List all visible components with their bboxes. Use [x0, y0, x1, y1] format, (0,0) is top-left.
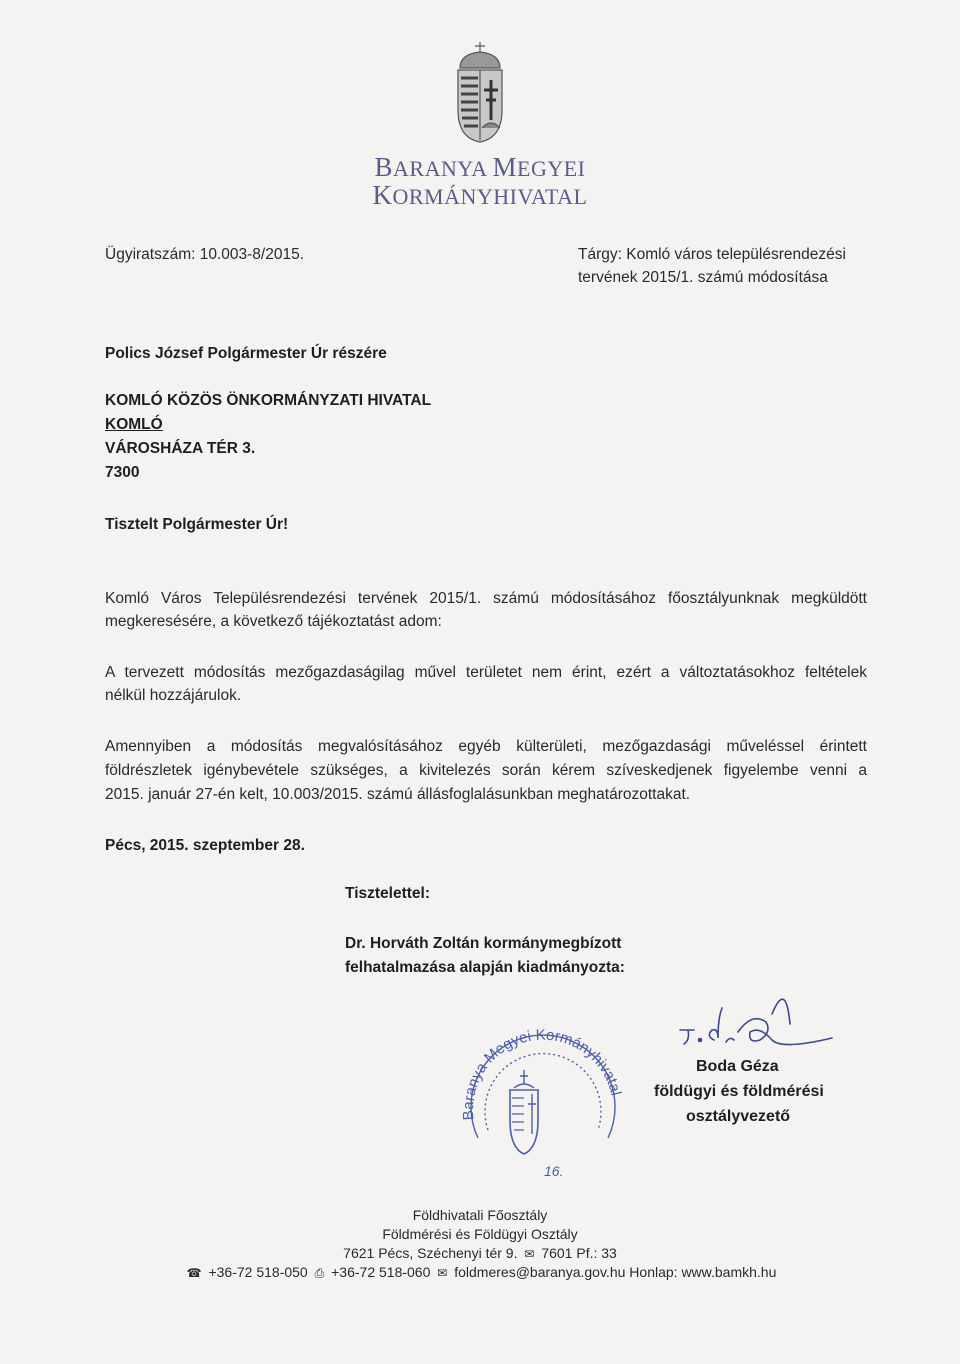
salutation: Tisztelt Polgármester Úr! [105, 516, 289, 533]
handwritten-signature [676, 984, 836, 1056]
footer-phone: +36-72 518-050 [208, 1264, 308, 1280]
recipient-zip: 7300 [105, 464, 140, 481]
recipient-city: KOMLÓ [105, 416, 163, 433]
paragraph-1-line2: megkeresésére, a következő tájékoztatást adom: [105, 613, 442, 630]
paragraph-3-line3: 2015. január 27-én kelt, 10.003/2015. számú állásfoglalásunkban meghatározottakat. [105, 786, 691, 803]
authorization-line1: Dr. Horváth Zoltán kormánymegbízott [345, 935, 622, 952]
footer-street: 7621 Pécs, Széchenyi tér 9. [343, 1245, 518, 1261]
footer-address [0, 1243, 960, 1264]
stamp-ring-text: Baranya Megyei Kormányhivatal [459, 1026, 625, 1121]
authorization-line2: felhatalmazása alapján kiadmányozta: [345, 959, 625, 976]
footer-division: Földmérési és Földügyi Osztály [382, 1226, 578, 1242]
paragraph-2-line2: nélkül hozzájárulok. [105, 687, 242, 704]
official-stamp [448, 1020, 638, 1200]
footer-department: Földhivatali Főosztály [412, 1207, 548, 1223]
footer-email: foldmeres@baranya.gov.hu [454, 1264, 626, 1280]
signatory-title-line1: földügyi és földmérési [654, 1083, 824, 1100]
paragraph-2-line1: A tervezett módosítás mezőgazdaságilag művel területet nem érint, ezért a változtatásokhoz feltételek [105, 664, 867, 681]
paragraph-3-line2: földrészletek igénybevétele szükséges, a kivitelezés során kérem szíveskedjenek figyelembe venni a [105, 762, 867, 779]
footer-po-box: 7601 Pf.: 33 [541, 1245, 617, 1261]
paragraph-1-line1: Komló Város Településrendezési tervének 2015/1. számú módosításához főosztályunknak megküldött [105, 590, 867, 607]
fax-icon: ⎙ [314, 1266, 325, 1280]
place-date: Pécs, 2015. szeptember 28. [105, 837, 305, 854]
signatory-name: Boda Géza [696, 1058, 779, 1075]
case-number: Ügyiratszám: 10.003-8/2015. [105, 246, 305, 263]
phone-icon: ☎ [186, 1266, 202, 1280]
signatory-title-line2: osztályvezető [686, 1108, 791, 1125]
stamp-number: 16. [544, 1163, 564, 1179]
paragraph-3-line1: Amennyiben a módosítás megvalósításához egyéb külterületi, mezőgazdasági műveléssel érintett [105, 738, 867, 755]
subject-line1: Tárgy: Komló város településrendezési [578, 246, 846, 263]
footer-contact [0, 1262, 960, 1283]
footer-web: Honlap: www.bamkh.hu [629, 1264, 777, 1280]
mailbox-icon: ✉ [524, 1247, 535, 1261]
office-name-line2: KORMÁNYHIVATAL [372, 180, 588, 210]
office-name-line1: BARANYA MEGYEI [374, 152, 586, 182]
recipient-name: Polics József Polgármester Úr részére [105, 345, 387, 362]
hungarian-coat-of-arms-icon [452, 40, 508, 144]
recipient-org: KOMLÓ KÖZÖS ÖNKORMÁNYZATI HIVATAL [105, 392, 432, 409]
email-icon: ✉ [437, 1266, 448, 1280]
footer-fax: +36-72 518-060 [331, 1264, 431, 1280]
subject-line2: tervének 2015/1. számú módosítása [578, 269, 828, 286]
closing: Tisztelettel: [345, 885, 430, 902]
recipient-street: VÁROSHÁZA TÉR 3. [105, 440, 256, 457]
